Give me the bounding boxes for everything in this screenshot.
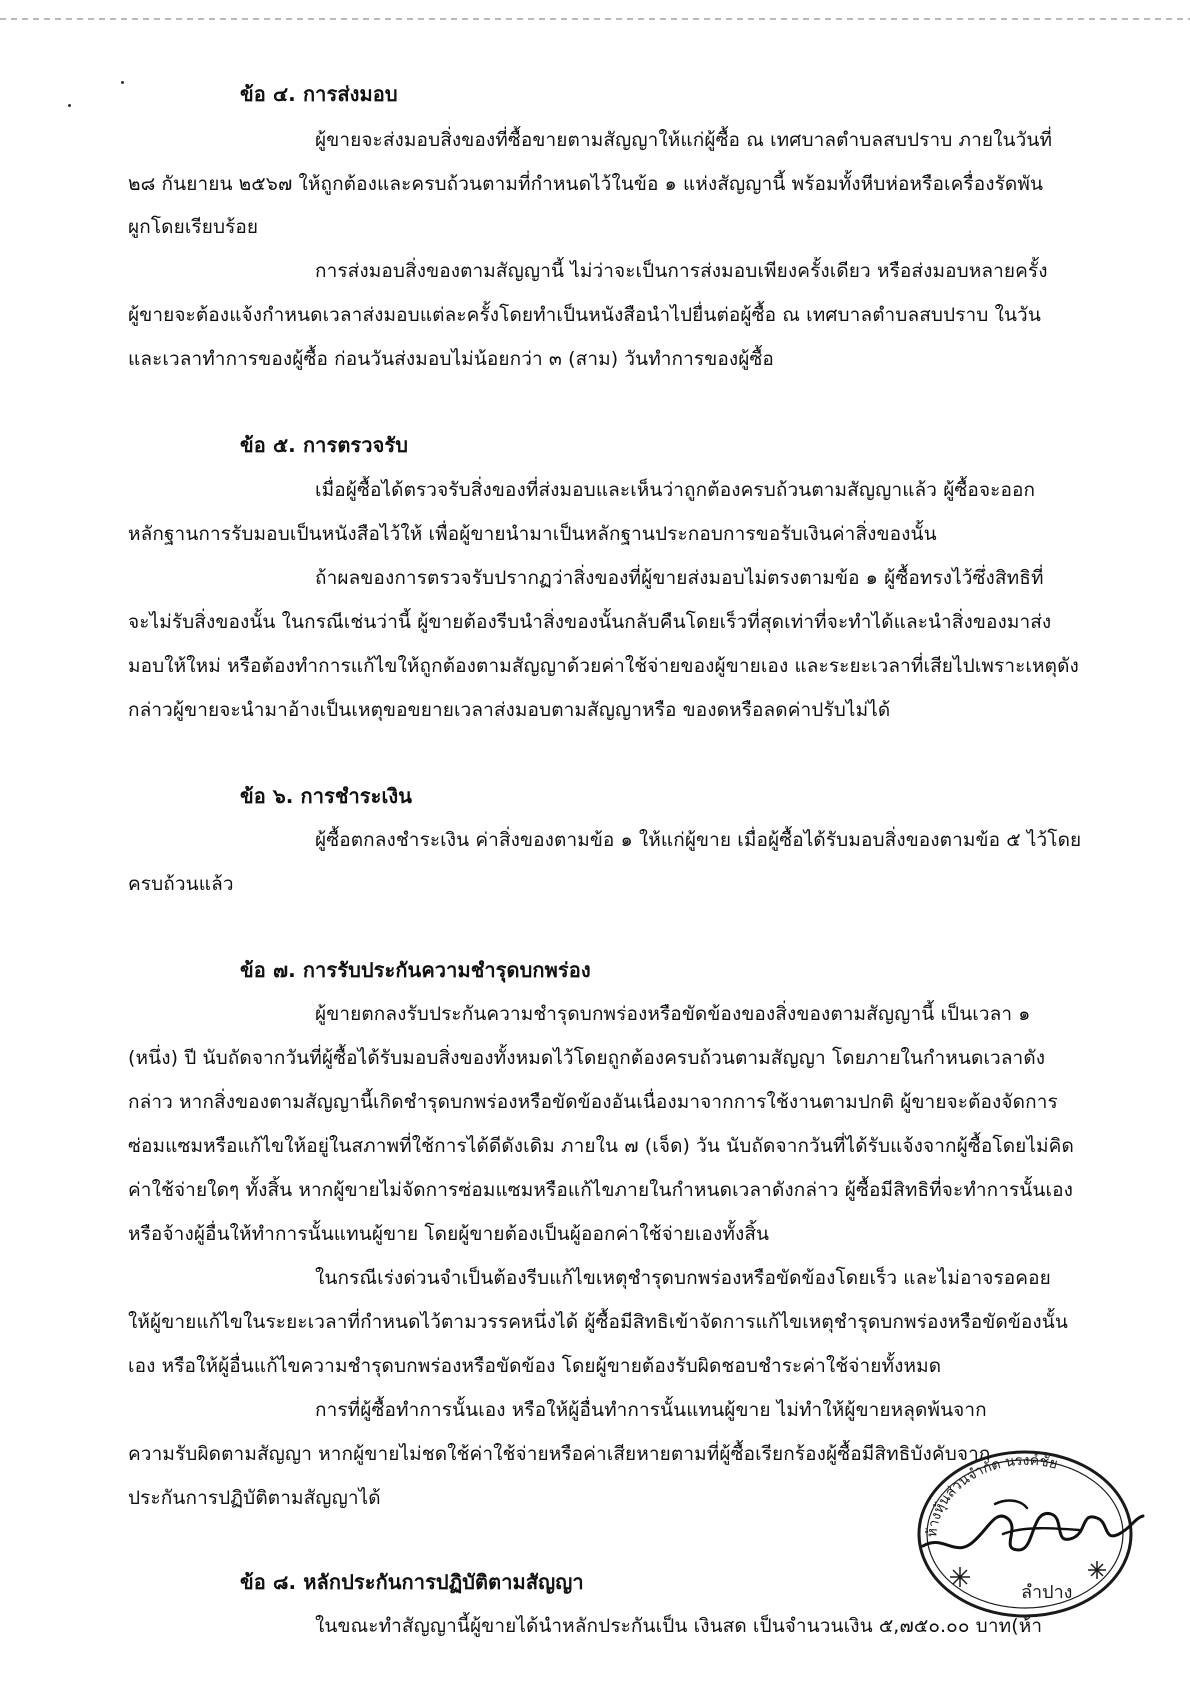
paragraph-line: การส่งมอบสิ่งของตามสัญญานี้ ไม่ว่าจะเป็นการส่งมอบเพียงครั้งเดียว หรือส่งมอบหลายครั้ง [315,260,1048,282]
paragraph-line: (หนึ่ง) ปี นับถัดจากวันที่ผู้ซื้อได้รับมอบสิ่งของทั้งหมดไว้โดยถูกต้องครบถ้วนตามสัญญา โดยภายในกำหนดเวลาดัง [128,1047,1046,1069]
paragraph-line: หลักฐานการรับมอบเป็นหนังสือไว้ให้ เพื่อผู้ขายนำมาเป็นหลักฐานประกอบการขอรับเงินค่าสิ่งของนั้น [128,523,937,545]
paragraph-line: จะไม่รับสิ่งของนั้น ในกรณีเช่นว่านี้ ผู้ขายต้องรีบนำสิ่งของนั้นกลับคืนโดยเร็วที่สุดเท่าที่จะทำได้และนำสิ่งของมาส่ง [128,611,1052,633]
handwritten-signature [923,1513,1143,1550]
section-8-heading: ข้อ ๘. หลักประกันการปฏิบัติตามสัญญา [240,1570,584,1594]
paragraph-line: และเวลาทำการของผู้ซื้อ ก่อนวันส่งมอบไม่น้อยกว่า ๓ (สาม) วันทำการของผู้ซื้อ [128,348,774,370]
paragraph-line: ค่าใช้จ่ายใดๆ ทั้งสิ้น หากผู้ขายไม่จัดการซ่อมแซมหรือแก้ไขภายในกำหนดเวลาดังกล่าว ผู้ซื้อมีสิทธิที่จะทำการนั้นเอง [128,1179,1073,1201]
paragraph-line: ในขณะทำสัญญานี้ผู้ขายได้นำหลักประกันเป็น เงินสด เป็นจำนวนเงิน ๕,๗๕๐.๐๐ บาท(ห้า [315,1615,1043,1637]
section-5-heading: ข้อ ๕. การตรวจรับ [240,433,409,457]
paragraph-line: ครบถ้วนแล้ว [128,873,234,895]
section-4-heading: ข้อ ๔. การส่งมอบ [240,82,398,106]
paragraph-line: ผู้ขายจะส่งมอบสิ่งของที่ซื้อขายตามสัญญาให้แก่ผู้ซื้อ ณ เทศบาลตำบลสบปราบ ภายในวันที่ [315,129,1053,151]
company-seal-stamp [903,1438,1147,1624]
seal-top-text: ห้างหุ้นส่วนจำกัด นรงค์ชัย [924,1452,1060,1539]
paragraph-line: ผูกโดยเรียบร้อย [128,216,259,238]
section-7-heading: ข้อ ๗. การรับประกันความชำรุดบกพร่อง [240,958,591,982]
section-6-heading: ข้อ ๖. การชำระเงิน [240,784,413,808]
paragraph-line: ในกรณีเร่งด่วนจำเป็นต้องรีบแก้ไขเหตุชำรุดบกพร่องหรือขัดข้องโดยเร็ว และไม่อาจรอคอย [315,1267,1051,1289]
seal-star-icon [1088,1561,1106,1579]
paragraph-line: ความรับผิดตามสัญญา หากผู้ขายไม่ชดใช้ค่าใช้จ่ายหรือค่าเสียหายตามที่ผู้ซื้อเรียกร้องผู้ซื้อมีสิทธิบังคับจาก [128,1443,991,1465]
paragraph-line: กล่าวผู้ขายจะนำมาอ้างเป็นเหตุขอขยายเวลาส่งมอบตามสัญญาหรือ ของดหรือลดค่าปรับไม่ได้ [128,699,891,721]
paragraph-line: กล่าว หากสิ่งของตามสัญญานี้เกิดชำรุดบกพร่องหรือขัดข้องอันเนื่องมาจากการใช้งานตามปกติ ผู้ขายจะต้องจัดการ [128,1091,1058,1113]
seal-bottom-text: ลำปาง [1021,1582,1073,1603]
paragraph-line: เมื่อผู้ซื้อได้ตรวจรับสิ่งของที่ส่งมอบและเห็นว่าถูกต้องครบถ้วนตามสัญญาแล้ว ผู้ซื้อจะออก [315,479,1036,501]
paragraph-line: หรือจ้างผู้อื่นให้ทำการนั้นแทนผู้ขาย โดยผู้ขายต้องเป็นผู้ออกค่าใช้จ่ายเองทั้งสิ้น [128,1223,770,1245]
seal-star-icon [950,1567,970,1587]
paragraph-line: ๒๘ กันยายน ๒๕๖๗ ให้ถูกต้องและครบถ้วนตามที่กำหนดไว้ในข้อ ๑ แห่งสัญญานี้ พร้อมทั้งหีบห่อหรือเครื่องรัดพัน [128,173,1044,195]
paragraph-line: ให้ผู้ขายแก้ไขในระยะเวลาที่กำหนดไว้ตามวรรคหนึ่งได้ ผู้ซื้อมีสิทธิเข้าจัดการแก้ไขเหตุชำรุดบกพร่องหรือขัดข้องนั้น [128,1311,1068,1333]
paragraph-line: ผู้ซื้อตกลงชำระเงิน ค่าสิ่งของตามข้อ ๑ ให้แก่ผู้ขาย เมื่อผู้ซื้อได้รับมอบสิ่งของตามข้อ ๕ ไว้โดย [315,829,1082,851]
paragraph-line: ผู้ขายจะต้องแจ้งกำหนดเวลาส่งมอบแต่ละครั้งโดยทำเป็นหนังสือนำไปยื่นต่อผู้ซื้อ ณ เทศบาลตำบลสบปราบ ในวัน [128,304,1041,326]
paragraph-line: ถ้าผลของการตรวจรับปรากฏว่าสิ่งของที่ผู้ขายส่งมอบไม่ตรงตามข้อ ๑ ผู้ซื้อทรงไว้ซึ่งสิทธิที่ [315,567,1044,589]
paragraph-line: ประกันการปฏิบัติตามสัญญาได้ [128,1487,381,1509]
paragraph-line: มอบให้ใหม่ หรือต้องทำการแก้ไขให้ถูกต้องตามสัญญาด้วยค่าใช้จ่ายของผู้ขายเอง และระยะเวลาที่เสียไปเพราะเหตุดัง [128,655,1079,677]
scan-speck [121,81,124,84]
paragraph-line: เอง หรือให้ผู้อื่นแก้ไขความชำรุดบกพร่องหรือขัดข้อง โดยผู้ขายต้องรับผิดชอบชำระค่าใช้จ่ายทั้งหมด [128,1355,942,1377]
scan-speck [68,104,71,107]
paragraph-line: การที่ผู้ซื้อทำการนั้นเอง หรือให้ผู้อื่นทำการนั้นแทนผู้ขาย ไม่ทำให้ผู้ขายหลุดพ้นจาก [315,1399,987,1421]
scan-edge-artifact [0,18,1190,20]
paragraph-line: ซ่อมแซมหรือแก้ไขให้อยู่ในสภาพที่ใช้การได้ดีดังเดิม ภายใน ๗ (เจ็ด) วัน นับถัดจากวันที่ได้รับแจ้งจากผู้ซื้อโดยไม่คิด [128,1135,1074,1157]
paragraph-line: ผู้ขายตกลงรับประกันความชำรุดบกพร่องหรือขัดข้องของสิ่งของตามสัญญานี้ เป็นเวลา ๑ [315,1003,1031,1025]
